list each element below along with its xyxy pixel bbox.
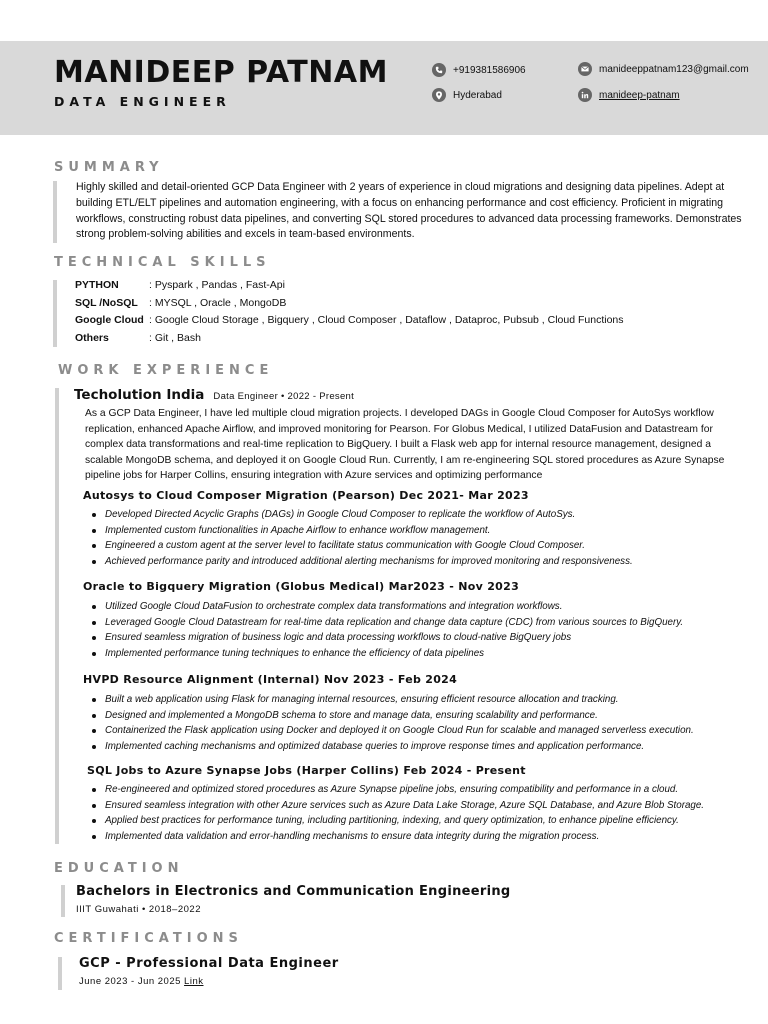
skill-value: : Google Cloud Storage , Bigquery , Cloud Composer , Dataflow , Dataproc, Pubsub , Cloud Functions <box>149 314 624 327</box>
contact-location <box>432 88 502 102</box>
skill-row <box>75 332 624 350</box>
list-item: Ensured seamless migration of business logic and data processing workflows to cloud-native BigQuery jobs <box>92 630 683 646</box>
company-name: Techolution India <box>74 387 205 403</box>
experience-bar <box>55 388 59 844</box>
list-item: Re-engineered and optimized stored procedures as Azure Synapse pipeline jobs, ensuring compatibility and performance in a cloud. <box>92 782 704 798</box>
project-bullets <box>92 692 694 754</box>
education-meta: IIIT Guwahati • 2018–2022 <box>76 904 201 915</box>
list-item: Applied best practices for performance tuning, including partitioning, indexing, and query optimization, to enhance pipeline efficiency. <box>92 813 704 829</box>
list-item: Implemented performance tuning techniques to enhance the efficiency of data pipelines <box>92 646 683 662</box>
contact-linkedin[interactable] <box>578 88 680 102</box>
contact-phone <box>432 63 526 77</box>
list-item: Ensured seamless integration with other Azure services such as Azure Data Lake Storage, Azure SQL Database, and Azure Blob Storage. <box>92 798 704 814</box>
skill-value: : Pyspark , Pandas , Fast-Api <box>149 279 285 291</box>
location-text: Hyderabad <box>453 89 502 101</box>
list-item: Leveraged Google Cloud Datastream for real-time data replication and change data capture (CDC) from various sources to BigQuery. <box>92 615 683 631</box>
email-link[interactable]: manideeppatnam123@gmail.com <box>599 63 749 75</box>
project-title: HVPD Resource Alignment (Internal) Nov 2023 - Feb 2024 <box>83 673 458 686</box>
certifications-heading: CERTIFICATIONS <box>54 931 243 946</box>
certifications-bar <box>58 957 62 990</box>
list-item: Implemented custom functionalities in Apache Airflow to enhance workflow management. <box>92 523 633 539</box>
project-bullets <box>92 782 704 844</box>
list-item: Designed and implemented a MongoDB schema to store and manage data, ensuring scalability and performance. <box>92 708 694 724</box>
list-item: Implemented data validation and error-handling mechanisms to ensure data integrity during the migration process. <box>92 829 704 845</box>
skills-heading: TECHNICAL SKILLS <box>54 255 271 270</box>
project-bullets <box>92 599 683 661</box>
summary-heading: SUMMARY <box>54 160 164 175</box>
project-title: SQL Jobs to Azure Synapse Jobs (Harper Collins) Feb 2024 - Present <box>87 764 526 777</box>
phone-icon <box>432 63 446 77</box>
project-title: Oracle to Bigquery Migration (Globus Medical) Mar2023 - Nov 2023 <box>83 580 520 593</box>
summary-bar <box>53 181 57 243</box>
experience-heading: WORK EXPERIENCE <box>58 363 274 378</box>
education-bar <box>61 885 65 917</box>
skill-key: Others <box>75 331 109 344</box>
certification-name: GCP - Professional Data Engineer <box>79 956 339 971</box>
skill-value: : Git , Bash <box>149 331 201 344</box>
skill-key: Google Cloud <box>75 314 144 327</box>
list-item: Implemented caching mechanisms and optimized database queries to improve response times and application performance. <box>92 739 694 755</box>
candidate-role: DATA ENGINEER <box>54 94 231 109</box>
project-title: Autosys to Cloud Composer Migration (Pearson) Dec 2021- Mar 2023 <box>83 489 529 502</box>
skill-row <box>75 297 624 315</box>
list-item: Engineered a custom agent at the server level to facilitate status communication with Google Cloud Composer. <box>92 538 633 554</box>
list-item: Built a web application using Flask for managing internal resources, ensuring efficient resource allocation and tracking. <box>92 692 694 708</box>
location-icon <box>432 88 446 102</box>
summary-text: Highly skilled and detail-oriented GCP Data Engineer with 2 years of experience in cloud migrations and designing data pipelines. Adept at building ETL/ELT pipelines and automation engineering, with a focus on enhancing performance and cost efficiency. Proficient in migrating workflows, constructing robust data pipelines, and converting SQL stored procedures to advanced data processing frameworks. Demonstrates strong problem-solving abilities and excels in team-based environments. <box>76 181 742 241</box>
degree-title: Bachelors in Electronics and Communication Engineering <box>76 884 511 899</box>
skill-row <box>75 279 624 297</box>
education-heading: EDUCATION <box>54 861 184 876</box>
company-line <box>74 387 354 403</box>
certification-dates: June 2023 - Jun 2025 <box>79 976 181 987</box>
project-bullets <box>92 507 633 569</box>
list-item: Achieved performance parity and introduced additional alerting mechanisms for improved monitoring and responsiveness. <box>92 554 633 570</box>
job-description: As a GCP Data Engineer, I have led multiple cloud migration projects. I developed DAGs in Google Cloud Composer for AutoSys workflow replication, enhanced Apache Airflow, and improved monitoring for Pearson. For Globus Medical, I utilized DataFusion and Datastream for complex data transformations and real-time replication to BigQuery. I built a Flask web app for internal resource management, designed a scalable MongoDB schema, and deployed it on Google Cloud Run. Currently, I am re-engineering SQL stored procedures as Azure Synapse pipeline jobs for Harper Collins, ensuring integration with Azure services and optimizing performance <box>85 408 725 482</box>
linkedin-link[interactable]: manideep-patnam <box>599 89 680 101</box>
skills-list <box>75 279 624 349</box>
skill-row <box>75 314 624 332</box>
candidate-name: MANIDEEP PATNAM <box>54 55 388 90</box>
list-item: Utilized Google Cloud DataFusion to orchestrate complex data transformations and integration workflows. <box>92 599 683 615</box>
skill-key: SQL /NoSQL <box>75 296 138 309</box>
linkedin-icon <box>578 88 592 102</box>
certification-link[interactable]: Link <box>184 976 204 987</box>
certification-meta <box>79 976 203 987</box>
contact-email[interactable] <box>578 62 749 76</box>
skill-key: PYTHON <box>75 279 119 291</box>
email-icon <box>578 62 592 76</box>
skill-value: : MYSQL , Oracle , MongoDB <box>149 296 287 309</box>
phone-number: +919381586906 <box>453 64 526 76</box>
skills-bar <box>53 280 57 347</box>
list-item: Developed Directed Acyclic Graphs (DAGs) in Google Cloud Composer to replicate the workflow of AutoSys. <box>92 507 633 523</box>
job-meta: Data Engineer • 2022 - Present <box>213 391 355 402</box>
list-item: Containerized the Flask application using Docker and deployed it on Google Cloud Run for scalable and managed serverless execution. <box>92 723 694 739</box>
